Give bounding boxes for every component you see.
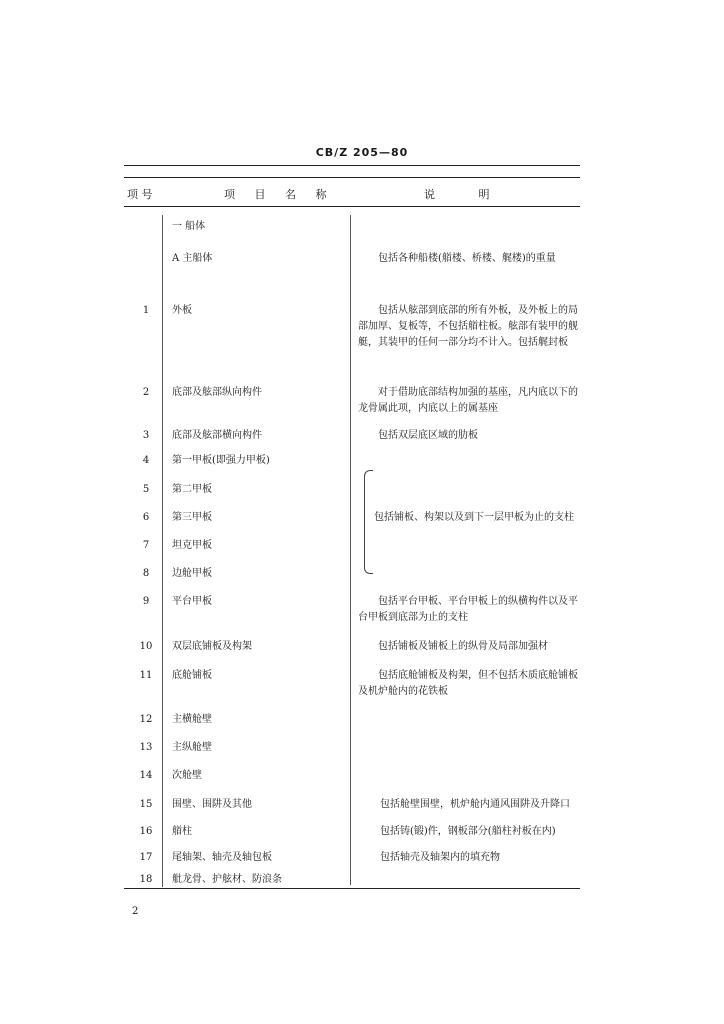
row-number: 2 [142,387,150,398]
top-rule-thin [124,177,580,178]
row-number: 7 [142,540,150,551]
row-number: 9 [142,596,150,607]
row-description: 包括从舷部到底部的所有外板，及外板上的局部加厚、复板等，不包括艏柱板。舷部有装甲的舰艇，其装甲的任何一部分均不计入。包括艉封板 [358,305,578,348]
top-rule [124,165,580,166]
row-description: 包括铸(锻)件，钢板部分(艏柱衬板在内) [380,826,556,837]
row-number: 13 [139,742,153,753]
group-brace [364,470,373,574]
row-name: 次舱壁 [172,770,202,781]
row-number: 16 [139,826,153,837]
row-number: 15 [139,799,153,810]
row-name: 第二甲板 [172,484,212,495]
row-number: 11 [139,670,153,681]
row-name: 外板 [172,305,192,316]
row-name: 坦克甲板 [172,540,212,551]
row-name: 底舱铺板 [172,670,212,681]
page-number: 2 [132,906,139,917]
row-name: 围壁、围阱及其他 [172,799,252,810]
row-description: 包括舱壁围壁，机炉舱内通风围阱及升降口 [380,799,570,810]
row-number: 3 [142,430,150,441]
header-item-name: 项 目 名 称 [224,188,335,201]
row-number: 6 [142,512,150,523]
row-description: 对于借助底部结构加强的基座，凡内底以下的龙骨属此项，内底以上的属基座 [358,387,578,414]
row-description: 包括双层底区域的肋板 [378,430,478,441]
row-number: 10 [139,641,153,652]
row-name: 边舱甲板 [172,568,212,579]
row-name: 底部及舷部纵向构件 [172,387,262,398]
row-name: 底部及舷部横向构件 [172,430,262,441]
row-name: 主横舱壁 [172,714,212,725]
row-name: 尾轴架、轴壳及轴包板 [172,852,272,863]
row-description: 包括各种船楼(艏楼、桥楼、艉楼)的重量 [378,253,556,264]
row-number: 8 [142,568,150,579]
row-description: 包括平台甲板、平台甲板上的纵横构件以及平台甲板到底部为止的支柱 [358,596,578,623]
row-name: 艏柱 [172,826,192,837]
document-code: CB/Z 205—80 [315,146,409,159]
row-number: 1 [142,305,150,316]
row-name: 主纵舱壁 [172,742,212,753]
row-description: 包括铺板、构架以及到下一层甲板为止的支柱 [374,512,574,523]
row-name: 双层底铺板及构架 [172,641,252,652]
row-name: A 主船体 [172,253,213,264]
column-divider-2 [350,215,351,885]
row-number: 18 [139,874,153,885]
bottom-rule [124,888,580,889]
row-name: 一 船体 [172,221,206,232]
row-description: 包括底舱铺板及构架，但不包括木质底舱铺板及机炉舱内的花铁板 [358,670,578,697]
row-description: 包括轴壳及轴架内的填充物 [380,852,500,863]
row-name: 第三甲板 [172,512,212,523]
row-number: 17 [139,852,153,863]
row-number: 5 [142,484,150,495]
header-rule [124,206,580,207]
header-description: 说 明 [424,188,490,201]
column-divider-1 [162,215,163,887]
header-item-no: 项 号 [127,188,153,201]
row-number: 12 [139,714,153,725]
row-number: 14 [139,770,153,781]
row-name: 平台甲板 [172,596,212,607]
row-description: 包括铺板及铺板上的纵骨及局部加强材 [378,641,548,652]
row-number: 4 [142,455,150,466]
row-name: 第一甲板(即强力甲板) [172,455,270,466]
row-name: 舭龙骨、护舷材、防浪条 [172,874,282,885]
